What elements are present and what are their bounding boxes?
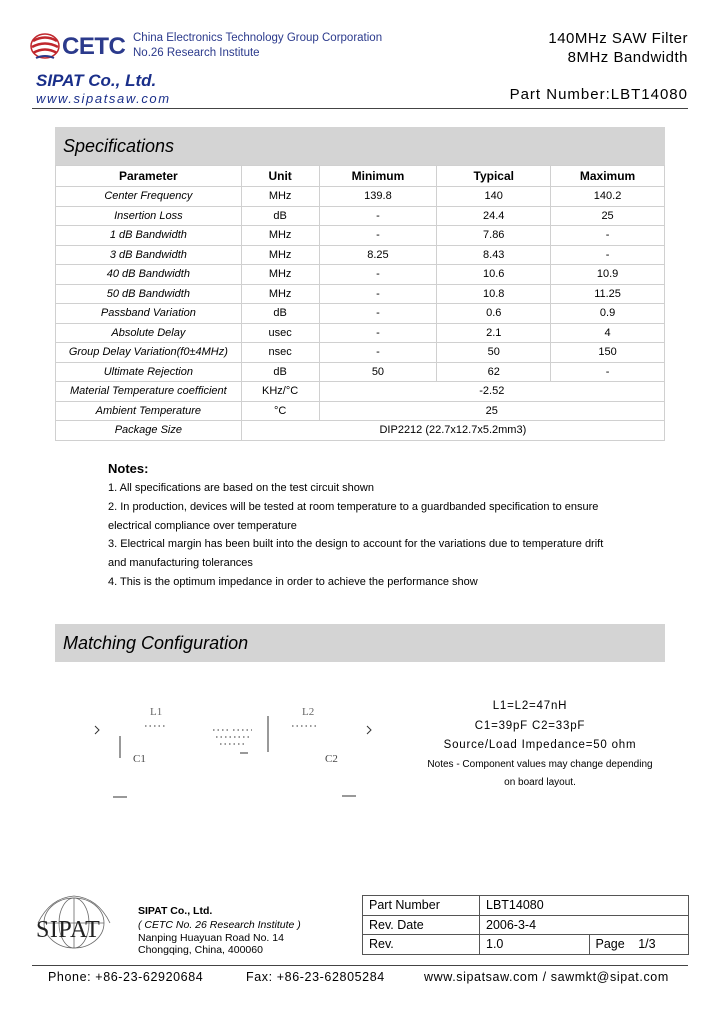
rev-label: Rev. (363, 935, 480, 955)
value-cell: 25 (319, 401, 664, 421)
param-cell: Material Temperature coefficient (56, 382, 242, 402)
inductor-values: L1=L2=47nH (492, 700, 568, 712)
param-cell: 50 dB Bandwidth (56, 284, 242, 304)
unit-cell: MHz (241, 265, 319, 285)
footer-divider (32, 965, 688, 966)
unit-cell: °C (241, 401, 319, 421)
specifications-title: Specifications (63, 136, 175, 156)
col-unit: Unit (241, 166, 319, 187)
param-cell: Ambient Temperature (56, 401, 242, 421)
notes-title: Notes: (108, 461, 149, 476)
unit-cell: nsec (241, 343, 319, 363)
note-line: 2. In production, devices will be tested at room temperature to a guardbanded specification to ensure (108, 501, 599, 513)
part-number: Part Number:LBT14080 (509, 86, 688, 103)
table-row (56, 245, 665, 265)
min-cell: 50 (319, 362, 437, 382)
table-row (363, 896, 689, 916)
param-cell: Center Frequency (56, 187, 242, 207)
table-row (56, 421, 665, 441)
unit-cell: MHz (241, 245, 319, 265)
page-label: Page (595, 937, 625, 952)
min-cell: - (319, 343, 437, 363)
max-cell: 0.9 (551, 304, 665, 324)
org-institute: No.26 Research Institute (133, 47, 260, 59)
param-cell: 1 dB Bandwidth (56, 226, 242, 246)
min-cell: - (319, 284, 437, 304)
min-cell: - (319, 226, 437, 246)
part-number-label: Part Number (363, 896, 480, 916)
col-typical: Typical (437, 166, 551, 187)
typ-cell: 10.8 (437, 284, 551, 304)
org-name: China Electronics Technology Group Corporation (133, 32, 383, 44)
footer-address2: Chongqing, China, 400060 (138, 944, 263, 956)
note-line: 3. Electrical margin has been built into the design to account for the variations due to temperature drift (108, 538, 604, 550)
typ-cell: 62 (437, 362, 551, 382)
param-cell: 3 dB Bandwidth (56, 245, 242, 265)
revision-table (362, 895, 689, 955)
typ-cell: 7.86 (437, 226, 551, 246)
table-row (56, 382, 665, 402)
max-cell: 140.2 (551, 187, 665, 207)
note-line: electrical compliance over temperature (108, 520, 297, 532)
matching-note: Notes - Component values may change depending (427, 759, 653, 770)
footer-institute: ( CETC No. 26 Research Institute ) (138, 919, 301, 931)
unit-cell: KHz/°C (241, 382, 319, 402)
input-arrow-icon (95, 726, 99, 734)
company-name: SIPAT Co., Ltd. (36, 71, 157, 90)
typ-cell: 50 (437, 343, 551, 363)
table-row (56, 323, 665, 343)
cetc-logo-text: CETC (62, 33, 126, 60)
matching-note: on board layout. (504, 777, 576, 788)
spec-header-row (56, 166, 665, 187)
note-line: 1. All specifications are based on the test circuit shown (108, 482, 374, 494)
max-cell: - (551, 245, 665, 265)
impedance-value: Source/Load Impedance=50 ohm (443, 739, 637, 751)
cetc-emblem-icon (31, 34, 59, 58)
rev-date-label: Rev. Date (363, 915, 480, 935)
spec-table (55, 165, 665, 441)
table-row (56, 284, 665, 304)
matching-header (55, 624, 665, 662)
footer-web-email: www.sipatsaw.com / sawmkt@sipat.com (424, 970, 669, 984)
table-row (56, 343, 665, 363)
footer-company: SIPAT Co., Ltd. (138, 905, 213, 917)
max-cell: - (551, 226, 665, 246)
param-cell: 40 dB Bandwidth (56, 265, 242, 285)
table-row (56, 304, 665, 324)
l1-label: L1 (150, 706, 163, 718)
unit-cell: MHz (241, 187, 319, 207)
l2-label: L2 (302, 706, 315, 718)
typ-cell: 24.4 (437, 206, 551, 226)
typ-cell: 10.6 (437, 265, 551, 285)
table-row (56, 265, 665, 285)
param-cell: Package Size (56, 421, 242, 441)
max-cell: 11.25 (551, 284, 665, 304)
col-maximum: Maximum (551, 166, 665, 187)
note-line: and manufacturing tolerances (108, 557, 253, 569)
product-title: 140MHz SAW Filter (548, 30, 688, 47)
param-cell: Absolute Delay (56, 323, 242, 343)
footer-address1: Nanping Huayuan Road No. 14 (138, 932, 284, 944)
min-cell: 8.25 (319, 245, 437, 265)
c2-label: C2 (325, 753, 338, 765)
specifications-header (55, 127, 665, 165)
table-row (56, 187, 665, 207)
min-cell: - (319, 323, 437, 343)
min-cell: - (319, 206, 437, 226)
unit-cell: dB (241, 304, 319, 324)
typ-cell: 0.6 (437, 304, 551, 324)
col-parameter: Parameter (56, 166, 242, 187)
capacitor-values: C1=39pF C2=33pF (474, 720, 586, 732)
table-row (56, 362, 665, 382)
table-row (363, 935, 689, 955)
table-row (363, 915, 689, 935)
param-cell: Passband Variation (56, 304, 242, 324)
sipat-logo-text: SIPAT (36, 917, 101, 943)
page-value: 1/3 (638, 937, 656, 952)
output-arrow-icon (367, 726, 371, 734)
rev-date-value: 2006-3-4 (480, 915, 689, 935)
table-row (56, 401, 665, 421)
matching-title: Matching Configuration (63, 633, 249, 653)
min-cell: - (319, 265, 437, 285)
max-cell: 25 (551, 206, 665, 226)
param-cell: Ultimate Rejection (56, 362, 242, 382)
unit-cell: MHz (241, 284, 319, 304)
typ-cell: 2.1 (437, 323, 551, 343)
footer-phone: Phone: +86-23-62920684 (48, 970, 204, 984)
part-number-value: LBT14080 (480, 896, 689, 916)
table-row (56, 206, 665, 226)
max-cell: - (551, 362, 665, 382)
unit-cell: dB (241, 362, 319, 382)
param-cell: Group Delay Variation(f0±4MHz) (56, 343, 242, 363)
max-cell: 150 (551, 343, 665, 363)
table-row (56, 226, 665, 246)
unit-cell: MHz (241, 226, 319, 246)
note-line: 4. This is the optimum impedance in order to achieve the performance show (108, 576, 478, 588)
saw-filter-icon (213, 730, 252, 744)
company-website: www.sipatsaw.com (36, 91, 171, 106)
typ-cell: 140 (437, 187, 551, 207)
rev-value: 1.0 (480, 935, 590, 955)
typ-cell: 8.43 (437, 245, 551, 265)
col-minimum: Minimum (319, 166, 437, 187)
product-bandwidth: 8MHz Bandwidth (567, 49, 688, 66)
max-cell: 4 (551, 323, 665, 343)
matching-circuit-diagram (80, 700, 400, 810)
value-cell: -2.52 (319, 382, 664, 402)
header-divider (32, 108, 688, 109)
value-cell: DIP2212 (22.7x12.7x5.2mm3) (241, 421, 664, 441)
param-cell: Insertion Loss (56, 206, 242, 226)
max-cell: 10.9 (551, 265, 665, 285)
unit-cell: dB (241, 206, 319, 226)
c1-label: C1 (133, 753, 146, 765)
min-cell: - (319, 304, 437, 324)
footer-fax: Fax: +86-23-62805284 (246, 970, 385, 984)
unit-cell: usec (241, 323, 319, 343)
min-cell: 139.8 (319, 187, 437, 207)
